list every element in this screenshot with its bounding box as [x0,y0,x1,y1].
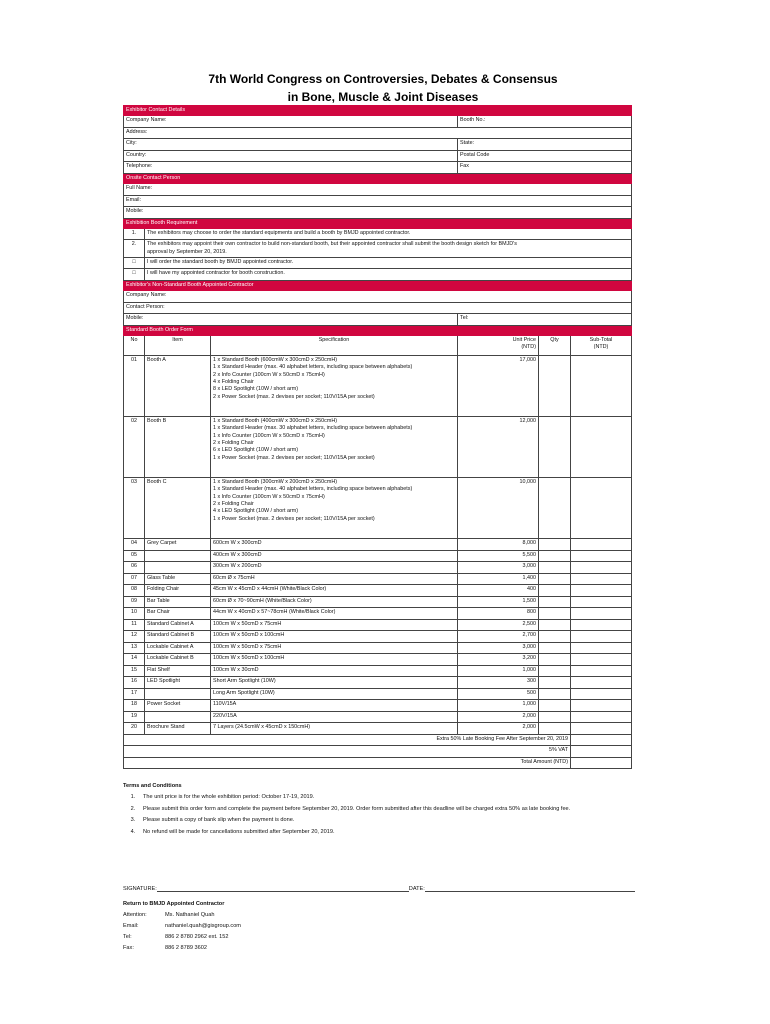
address-field[interactable]: Address: [124,127,632,139]
return-label: Tel: [123,934,132,941]
row-subtotal[interactable] [571,550,632,562]
row-item: Bar Chair [145,608,211,620]
row-no: 04 [124,539,145,551]
order-header-row [124,336,632,356]
row-unit-price: 2,000 [458,723,539,735]
return-value: Ms. Nathaniel Quah [165,912,215,919]
row-unit-price: 3,000 [458,562,539,574]
date-label: DATE: [408,886,425,892]
row-no: 16 [124,677,145,689]
row-unit-price: 300 [458,677,539,689]
table-row [124,654,632,666]
date-line[interactable] [425,884,635,892]
row-subtotal[interactable] [571,688,632,700]
table-row [124,539,632,551]
row-item: Flat Shelf [145,665,211,677]
row-qty-input[interactable] [539,596,571,608]
col-header-spec: Specification [211,336,458,356]
col-header-qty: Qty [539,336,571,356]
row-no: 20 [124,723,145,735]
section-order-form: Standard Booth Order Form [124,325,632,335]
booth-row [124,417,632,478]
row-spec: 400cm W x 300cmD [211,550,458,562]
return-row [123,944,423,952]
spec-line: 1 x Power Socket (max. 2 devises per socket; 110V/15A per socket) [213,515,375,522]
row-subtotal[interactable] [571,585,632,597]
section-onsite-contact: Onsite Contact Person [124,173,632,183]
row-qty-input[interactable] [539,723,571,735]
row-subtotal[interactable] [571,700,632,712]
spec-line: 6 x LED Spotlight (10W / short arm) [213,447,299,454]
table-row [124,665,632,677]
table-row [124,631,632,643]
row-qty-input[interactable] [539,608,571,620]
title-line-2: in Bone, Muscle & Joint Diseases [287,90,479,104]
row-subtotal[interactable] [571,573,632,585]
late-fee-value[interactable] [571,734,632,746]
row-subtotal[interactable] [571,723,632,735]
row-no: 02 [124,417,145,478]
contractor-tel-field[interactable]: Tel: [458,314,632,326]
signature-row [123,884,648,892]
row-qty-input[interactable] [539,550,571,562]
city-field[interactable]: City: [124,139,458,151]
row-spec: 600cm W x 300cmD [211,539,458,551]
row-no: 01 [124,356,145,417]
signature-label: SIGNATURE: [123,886,157,892]
terms-item [123,828,643,836]
row-no: 10 [124,608,145,620]
row-spec: Short Arm Spotlight (10W) [211,677,458,689]
row-item [145,711,211,723]
row-no: 13 [124,642,145,654]
return-heading: Return to BMJD Appointed Contractor [123,901,225,907]
table-row [124,619,632,631]
row-unit-price: 2,000 [458,711,539,723]
terms-number: 3. [130,817,136,824]
spec-line: 2 x Folding Chair [213,439,254,446]
terms-and-conditions [123,782,643,839]
table-row [124,642,632,654]
row-item: Power Socket [145,700,211,712]
row-unit-price: 5,500 [458,550,539,562]
spec-line: 8 x LED Spotlight (10W / short arm) [213,386,299,393]
row-item: Folding Chair [145,585,211,597]
row-unit-price: 800 [458,608,539,620]
row-spec: 100cm W x 30cmD [211,665,458,677]
row-no: 11 [124,619,145,631]
checkbox-standard-booth[interactable]: □ [124,257,145,269]
table-row [124,677,632,689]
option-own-contractor-label: I will have my appointed contractor for booth construction. [145,269,632,281]
col-header-subtotal: Sub-Total (NTD) [571,336,632,356]
table-row [124,723,632,735]
terms-item [123,816,643,824]
row-unit-price: 2,500 [458,619,539,631]
full-name-field[interactable]: Full Name: [124,184,632,196]
row-qty-input[interactable] [539,654,571,666]
row-no: 03 [124,478,145,539]
row-item: Lockable Cabinet A [145,642,211,654]
section-exhibitor-contact: Exhibitor Contact Details [124,106,632,116]
row-item: Standard Cabinet B [145,631,211,643]
row-unit-price: 500 [458,688,539,700]
row-subtotal[interactable] [571,562,632,574]
row-subtotal[interactable] [571,677,632,689]
row-qty-input[interactable] [539,585,571,597]
row-qty-input[interactable] [539,573,571,585]
row-subtotal[interactable] [571,478,632,539]
row-spec: 45cm W x 45cmD x 44cmH (White/Black Color) [211,585,458,597]
row-spec: 220V/15A [211,711,458,723]
row-unit-price: 3,000 [458,642,539,654]
company-name-field[interactable]: Company Name: [124,116,458,128]
booth-no-field[interactable]: Booth No.: [458,116,632,128]
requirement-number: 1. [124,228,145,240]
fax-field[interactable]: Fax [458,162,632,174]
row-no: 18 [124,700,145,712]
table-row [124,711,632,723]
requirement-text-line: approval by September 20, 2019. [147,248,227,255]
table-row [124,550,632,562]
state-field[interactable]: State: [458,139,632,151]
row-spec: 100cm W x 50cmD x 75cmH [211,642,458,654]
row-qty-input[interactable] [539,356,571,417]
row-item: Booth A [145,356,211,417]
terms-heading: Terms and Conditions [123,783,182,789]
section-booth-requirement: Exhibition Booth Requirement [124,218,632,228]
row-no: 08 [124,585,145,597]
row-qty-input[interactable] [539,677,571,689]
row-unit-price: 10,000 [458,478,539,539]
table-row [124,596,632,608]
return-row [123,922,423,930]
row-spec: 44cm W x 40cmD x 57~78cmH (White/Black Color) [211,608,458,620]
spec-line: 1 x Standard Header (max. 40 alphabet letters, including space between alphabets) [213,364,413,371]
row-spec: 60cm Ø x 70~90cmH (White/Black Color) [211,596,458,608]
return-label: Attention: [123,912,147,919]
row-item: Booth C [145,478,211,539]
return-to-contractor [123,900,423,956]
requirement-text-line: The exhibitors may appoint their own contractor to build non-standard booth, but their appointed contractor shall submit the booth design sketch for BMJD's [147,241,517,248]
row-unit-price: 1,400 [458,573,539,585]
row-item: Lockable Cabinet B [145,654,211,666]
row-subtotal[interactable] [571,356,632,417]
row-item: Booth B [145,417,211,478]
terms-text: The unit price is for the whole exhibition period: October 17-19, 2019. [143,794,315,801]
contractor-mobile-field[interactable]: Mobile: [124,314,458,326]
row-no: 06 [124,562,145,574]
row-spec: 60cm Ø x 75cmH [211,573,458,585]
row-subtotal[interactable] [571,596,632,608]
row-subtotal[interactable] [571,619,632,631]
row-item: Grey Carpet [145,539,211,551]
row-subtotal[interactable] [571,539,632,551]
row-qty-input[interactable] [539,631,571,643]
row-item: Standard Cabinet A [145,619,211,631]
row-spec: 110V/15A [211,700,458,712]
spec-line: 4 x Folding Chair [213,378,254,385]
row-subtotal[interactable] [571,631,632,643]
table-row [124,688,632,700]
terms-text: No refund will be made for cancellations submitted after September 20, 2019. [143,828,335,835]
row-unit-price: 2,700 [458,631,539,643]
requirement-text: The exhibitors may choose to order the standard equipments and build a booth by BMJD appointed contractor. [145,228,632,240]
contractor-contact-field[interactable]: Contact Person: [124,302,632,314]
spec-line: 1 x Standard Booth (300cmW x 200cmD x 250cmH) [213,479,338,486]
row-item [145,562,211,574]
row-item: Brochure Stand [145,723,211,735]
signature-line[interactable] [157,884,409,892]
terms-text: Please submit a copy of bank slip when the payment is done. [143,817,295,824]
row-qty-input[interactable] [539,665,571,677]
row-item: LED Spotlight [145,677,211,689]
row-no: 15 [124,665,145,677]
booth-row [124,356,632,417]
spec-line: 2 x Info Counter (100cm W x 50cmD x 75cmH) [213,371,325,378]
spec-line: 1 x Info Counter (100cm W x 50cmD x 75cmH) [213,493,325,500]
col-header-item: Item [145,336,211,356]
table-row [124,562,632,574]
row-no: 07 [124,573,145,585]
table-row [124,573,632,585]
document-title [123,70,643,106]
return-value[interactable]: nathaniel.quah@gisgroup.com [165,923,241,930]
row-qty-input[interactable] [539,562,571,574]
row-qty-input[interactable] [539,700,571,712]
section-non-standard-contractor: Exhibitor's Non-Standard Booth Appointed Contractor [124,280,632,290]
row-unit-price: 12,000 [458,417,539,478]
total-amount-label: Total Amount (NTD) [124,757,571,769]
row-subtotal[interactable] [571,654,632,666]
row-unit-price: 8,000 [458,539,539,551]
row-subtotal[interactable] [571,608,632,620]
row-no: 12 [124,631,145,643]
row-spec [211,417,458,478]
country-field[interactable]: Country: [124,150,458,162]
row-no: 19 [124,711,145,723]
row-qty-input[interactable] [539,688,571,700]
row-unit-price: 17,000 [458,356,539,417]
row-spec [211,478,458,539]
title-line-1: 7th World Congress on Controversies, Debates & Consensus [208,72,558,86]
spec-line: 1 x Standard Header (max. 40 alphabet letters, including space between alphabets) [213,486,413,493]
row-item [145,688,211,700]
row-spec: 100cm W x 50cmD x 100cmH [211,631,458,643]
checkbox-own-contractor[interactable]: □ [124,269,145,281]
return-label: Email: [123,923,139,930]
spec-line: 1 x Standard Header (max. 30 alphabet letters, including space between alphabets) [213,425,413,432]
total-amount-value[interactable] [571,757,632,769]
option-standard-booth-label: I will order the standard booth by BMJD appointed contractor. [145,257,632,269]
terms-item [123,793,643,801]
row-item: Glass Table [145,573,211,585]
row-qty-input[interactable] [539,642,571,654]
contractor-company-field[interactable]: Company Name: [124,291,632,303]
return-row [123,933,423,941]
row-spec: 300cm W x 200cmD [211,562,458,574]
row-unit-price: 1,000 [458,665,539,677]
row-spec: 100cm W x 50cmD x 75cmH [211,619,458,631]
row-qty-input[interactable] [539,619,571,631]
row-item: Bar Table [145,596,211,608]
spec-line: 1 x Standard Booth (600cmW x 300cmD x 250cmH) [213,357,338,364]
late-fee-label: Extra 50% Late Booking Fee After September 20, 2019 [124,734,571,746]
spec-line: 4 x LED Spotlight (10W / short arm) [213,508,299,515]
row-unit-price: 400 [458,585,539,597]
vat-label: 5% VAT [124,746,571,758]
terms-text: Please submit this order form and complete the payment before September 20, 2019. Order form submitted after this deadline will be charged extra 50% as late booking fee. [143,805,571,812]
row-unit-price: 3,200 [458,654,539,666]
row-qty-input[interactable] [539,711,571,723]
row-no: 09 [124,596,145,608]
row-no: 05 [124,550,145,562]
row-spec [211,356,458,417]
row-subtotal[interactable] [571,417,632,478]
vat-value[interactable] [571,746,632,758]
table-row [124,700,632,712]
row-unit-price: 1,000 [458,700,539,712]
table-row [124,585,632,597]
table-row [124,608,632,620]
row-spec: 7 Layers (24.5cmW x 45cmD x 150cmH) [211,723,458,735]
row-subtotal[interactable] [571,642,632,654]
col-header-no: No [124,336,145,356]
spec-line: 1 x Standard Booth (400cmW x 300cmD x 250cmH) [213,418,338,425]
return-label: Fax: [123,945,134,952]
row-subtotal[interactable] [571,665,632,677]
terms-number: 4. [130,828,136,835]
row-spec: 100cm W x 50cmD x 100cmH [211,654,458,666]
terms-number: 2. [130,805,136,812]
row-unit-price: 1,500 [458,596,539,608]
exhibitor-form-table [123,105,632,769]
row-no: 17 [124,688,145,700]
mobile-field[interactable]: Mobile: [124,207,632,219]
col-header-price: Unit Price (NTD) [458,336,539,356]
return-value: 886 2 8789 3602 [165,945,207,952]
row-qty-input[interactable] [539,478,571,539]
requirement-number: 2. [124,240,145,258]
spec-line: 2 x Power Socket (max. 2 devises per socket; 110V/15A per socket) [213,393,375,400]
row-no: 14 [124,654,145,666]
requirement-text [145,240,632,258]
return-value: 886 2 8780 2962 ext. 152 [165,934,229,941]
telephone-field[interactable]: Telephone: [124,162,458,174]
terms-number: 1. [130,794,136,801]
spec-line: 1 x Info Counter (100cm W x 50cmD x 75cmH) [213,432,325,439]
booth-row [124,478,632,539]
spec-line: 1 x Power Socket (max. 2 devises per socket; 110V/15A per socket) [213,454,375,461]
return-row [123,911,423,919]
postal-code-field[interactable]: Postal Code [458,150,632,162]
spec-line: 2 x Folding Chair [213,500,254,507]
terms-item [123,805,643,813]
row-item [145,550,211,562]
email-field[interactable]: Email: [124,195,632,207]
row-subtotal[interactable] [571,711,632,723]
row-spec: Long Arm Spotlight (10W) [211,688,458,700]
row-qty-input[interactable] [539,417,571,478]
row-qty-input[interactable] [539,539,571,551]
